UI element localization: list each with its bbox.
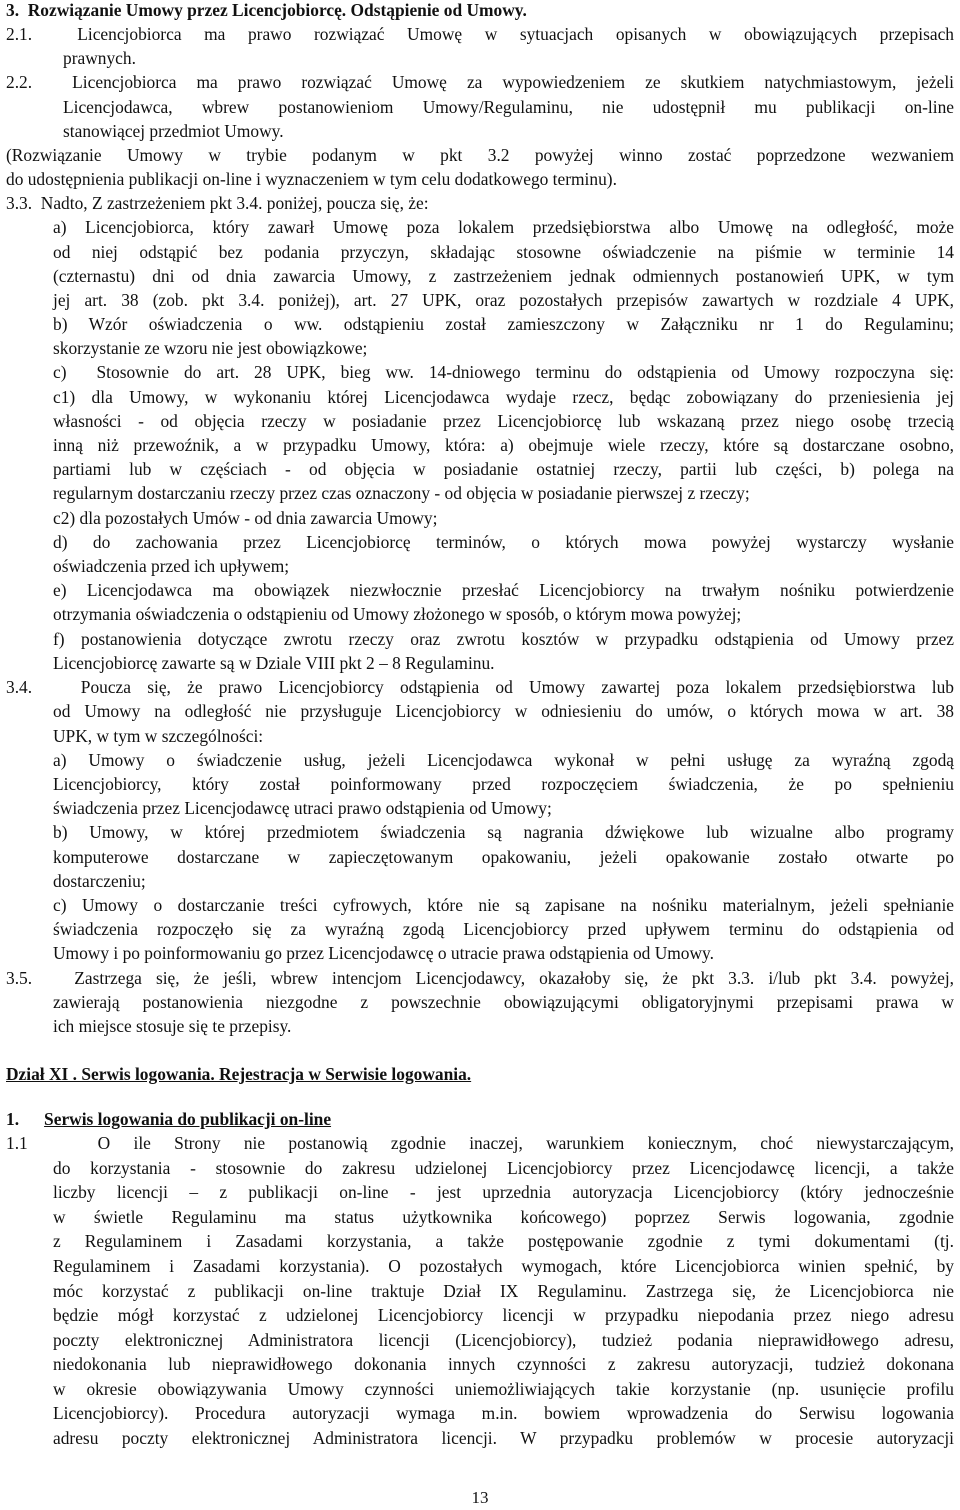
text-line: 3.3. Nadto, Z zastrzeżeniem pkt 3.4. poniżej, poucza się, że: [6,193,429,213]
text-line: a) Umowy o świadczenie usług, jeżeli Licencjodawca wykonał w pełni usługę za wyraźną zgodą [53,750,954,770]
text-line: móc korzystać z publikacji on-line traktuje Dział IX Regulaminu. Zastrzega się, że Licencjobiorca nie [53,1281,954,1301]
dzial-xi-heading: Dział XI . Serwis logowania. Rejestracja w Serwisie logowania. [6,1064,472,1084]
text-line: 2.2. Licencjobiorca ma prawo rozwiązać Umowę za wypowiedzeniem ze skutkiem natychmiastowym, jeżeli [6,72,954,92]
text-line: Licencjobiorcę zawarte są w Dziale VIII pkt 2 – 8 Regulaminu. [53,653,495,673]
text-line: zawierają postanowienia niezgodne z powszechnie obowiązującymi obligatoryjnymi przepisami prawa w [53,992,954,1012]
text-line: komputerowe dostarczane w zapieczętowanym opakowaniu, jeżeli opakowanie zostało otwarte po [53,847,954,867]
text-line: własności - od objęcia rzeczy w posiadanie przez Licencjobiorcę lub wskazaną przez niego osobę trzecią [53,411,954,431]
text-line: jej art. 38 (zob. pkt 3.4. poniżej), art. 27 UPK, oraz pozostałych przepisów zawartych w rozdziale 4 UPK, [53,290,954,310]
text-line: Umowy i po poinformowaniu go przez Licencjodawcę o utracie prawa odstąpienia od Umowy. [53,943,714,963]
text-line: 3.4. Poucza się, że prawo Licencjobiorcy odstąpienia od Umowy zawartej poza lokalem przedsiębiorstwa lub [6,677,954,697]
text-line: adresu poczty elektronicznej Administratora licencji. W przypadku problemów w procesie autoryzacji [53,1428,954,1448]
text-line: Licencjobiorcy, który został poinformowany przed rozpoczęciem świadczenia, że po spełnieniu [53,774,954,794]
text-line: Licencjobiorcy). Procedura autoryzacji wymaga m.in. bowiem wprowadzenia do Serwisu logowania [53,1403,954,1423]
text-line: 3.5. Zastrzega się, że jeśli, wbrew intencjom Licencjodawcy, okazałoby się, że pkt 3.3. i/lub pkt 3.4. powyżej, [6,968,954,988]
text-line: 2.1. Licencjobiorca ma prawo rozwiązać Umowę w sytuacjach opisanych w obowiązujących przepisach [6,24,954,44]
text-line: c2) dla pozostałych Umów - od dnia zawarcia Umowy; [53,508,438,528]
text-line: c) Stosownie do art. 28 UPK, bieg ww. 14-dniowego terminu do odstąpienia od Umowy rozpoczyna się: [53,362,954,382]
text-line: skorzystanie ze wzoru nie jest obowiązkowe; [53,338,368,358]
text-line: od Umowy na odległość nie przysługuje Licencjobiorcy w odniesieniu do umów, o których mowa w art. 38 [53,701,954,721]
text-line: b) Umowy, w której przedmiotem świadczenia są nagrania dźwiękowe lub wizualne albo programy [53,822,954,842]
text-line: 1.1 O ile Strony nie postanowią zgodnie inaczej, warunkiem koniecznym, choć niewystarczającym, [6,1133,954,1153]
text-line: dostarczeniu; [53,871,146,891]
text-line: Regulaminem i Zasadami korzystania). O pozostałych wymogach, które Licencjobiorca winien spełnić, by [53,1256,954,1276]
text-line: Licencjodawca, wbrew postanowieniom Umowy/Regulaminu, nie udostępnił mu publikacji on-line [63,97,954,117]
text-line: do udostępnienia publikacji on-line i wyznaczeniem w tym celu dodatkowego terminu). [6,169,617,189]
text-line: świadczenia rozpoczęło się za wyraźną zgodą Licencjobiorcy przed upływem terminu do odstąpienia od [53,919,954,939]
text-line: d) do zachowania przez Licencjobiorcę terminów, o których mowa powyżej wystarczy wysłanie [53,532,954,552]
text-line: otrzymania oświadczenia o odstąpieniu od Umowy złożonego w sposób, o którym mowa powyżej; [53,604,742,624]
text-line: będzie mógł korzystać z udzielonej Licencjobiorcy licencji w przypadku niepodania przez niego adresu [53,1305,954,1325]
text-line: stanowiącej przedmiot Umowy. [63,121,284,141]
text-line: poczty elektronicznej Administratora licencji (Licencjobiorcy), tudzież podania nieprawidłowego adresu, [53,1330,954,1350]
text-line: z Regulaminem i Zasadami korzystania, a także postępowanie zgodnie z tymi dokumentami (tj. [53,1231,954,1251]
text-line: e) Licencjodawca ma obowiązek niezwłocznie przesłać Licencjobiorcy na trwałym nośniku potwierdzenie [53,580,954,600]
text-line: regularnym dostarczaniu rzeczy przez czas oznaczony - od objęcia w posiadanie pierwszej z rzeczy; [53,483,750,503]
section-1-title: Serwis logowania do publikacji on-line [44,1109,332,1129]
text-line: c1) dla Umowy, w wykonaniu której Licencjodawca wydaje rzecz, będąc zobowiązany do przeniesienia jej [53,387,954,407]
text-line: w okresie obowiązywania Umowy czynności uniemożliwiających takie korzystanie (np. usunięcie profilu [53,1379,954,1399]
section-1-number: 1. [6,1109,20,1129]
text-line: świadczenia przez Licencjodawcę utraci prawo odstąpienia od Umowy; [53,798,552,818]
text-line: partiami lub w częściach - od objęcia w posiadanie ostatniej rzeczy, partii lub części, b) polega na [53,459,954,479]
text-line: do korzystania - stosownie do zakresu udzielonej Licencjobiorcy przez Licencjodawcę licencji, a także [53,1158,954,1178]
text-line: (czternastu) dni od dnia zawarcia Umowy, z zastrzeżeniem jednak odmiennych postanowień UPK, w tym [53,266,954,286]
text-line: oświadczenia przed ich upływem; [53,556,290,576]
text-line: c) Umowy o dostarczanie treści cyfrowych, które nie są zapisane na nośniku materialnym, jeżeli spełnianie [53,895,954,915]
text-line: liczby licencji – z publikacji on-line - jest uprzednia autoryzacja Licencjobiorcy (który jednocześnie [53,1182,954,1202]
text-line: ich miejsce stosuje się te przepisy. [53,1016,292,1036]
text-line: f) postanowienia dotyczące zwrotu rzeczy oraz zwrotu kosztów w przypadku odstąpienia od Umowy przez [53,629,954,649]
text-line: w świetle Regulaminu ma status użytkownika końcowego) poprzez Serwis logowania, zgodnie [53,1207,954,1227]
text-line: inną niż przewoźnik, a w przypadku Umowy, która: a) obejmuje wiele rzeczy, które są dostarczane osobno, [53,435,954,455]
text-line: od niej odstąpić bez podania przyczyn, składając stosowne oświadczenie na piśmie w terminie 14 [53,242,954,262]
text-line: niedokonania lub nieprawidłowego dokonania innych czynności z zakresu autoryzacji, tudzież dokonana [53,1354,954,1374]
text-line: prawnych. [63,48,136,68]
text-line: a) Licencjobiorca, który zawarł Umowę poza lokalem przedsiębiorstwa albo Umowę na odległość, może [53,217,954,237]
page-number: 13 [471,1488,489,1507]
text-line: UPK, w tym w szczególności: [53,726,264,746]
section-1-heading [6,1107,331,1131]
section-3-heading: 3. Rozwiązanie Umowy przez Licencjobiorcę. Odstąpienie od Umowy. [6,0,527,20]
text-line: b) Wzór oświadczenia o ww. odstąpieniu został zamieszczony w Załączniku nr 1 do Regulaminu; [53,314,954,334]
text-line: (Rozwiązanie Umowy w trybie podanym w pkt 3.2 powyżej winno zostać poprzedzone wezwaniem [6,145,954,165]
